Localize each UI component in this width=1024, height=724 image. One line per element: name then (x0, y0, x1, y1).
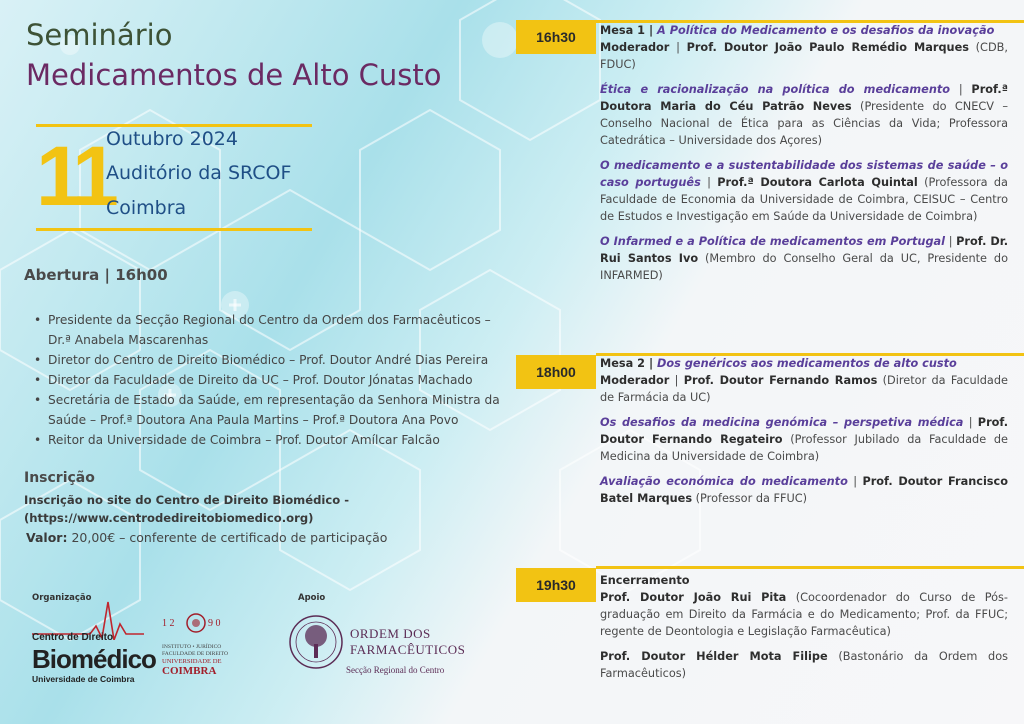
talk: Os desafios da medicina genómica – perspetiva médica | Prof. Doutor Fernando Regateiro (Professor Jubilado da Faculdade de Medicina da Universidade de Coimbra) (600, 416, 1008, 463)
tree-seal-icon (288, 614, 344, 670)
cdb-logo (32, 600, 156, 690)
moderador-label: Moderador (600, 41, 670, 54)
cdb-line2: Biomédico (32, 644, 156, 674)
inscricao-text: Inscrição no site do Centro de Direito Biomédico - (24, 493, 350, 507)
seminar-label: Seminário (26, 18, 173, 52)
talk: Ética e racionalização na política do medicamento | Prof.ª Doutora Maria do Céu Patrão Neves (Presidente do CNECV – Conselho Nacional de Ética para as Ciências da Vida; Professora Catedrática – Universidade dos Açores) (600, 83, 1009, 147)
list-item: • Presidente da Secção Regional do Centro da Ordem dos Farmacêuticos – Dr.ª Anabela Mascarenhas (34, 310, 514, 350)
session-rule (596, 566, 1024, 569)
mesa-heading (600, 355, 1008, 372)
talk-aff: (Cocoordenador do Curso de Pós-graduação em Direito da Farmácia e do Medicamento; Prof. da FFUC; regente de Deontologia e Legislação Farmacêutica) (600, 591, 1008, 638)
talk-title: Ética e racionalização na política do medicamento (600, 83, 951, 96)
of-line3: Secção Regional do Centro (346, 665, 445, 675)
date-day: 11 (36, 129, 113, 223)
uc-inst4: COIMBRA (162, 665, 217, 677)
talk-speaker: Prof. Doutor Fernando Regateiro (600, 416, 1008, 446)
uc-inst1: INSTITUTO • JURÍDICO (162, 644, 222, 650)
date-rule-bottom (36, 228, 312, 231)
session-body (600, 355, 1008, 515)
encerramento-heading (600, 572, 1008, 589)
session-time: 19h30 (516, 568, 596, 602)
talk (600, 589, 1008, 640)
of-line1: ORDEM DOS (350, 626, 431, 641)
moderador-aff: (CDB, FDUC) (600, 41, 1008, 71)
session-time: 18h00 (516, 355, 596, 389)
inscricao-valor (26, 530, 387, 545)
abertura-list (34, 310, 514, 450)
uc-logo (162, 612, 232, 682)
mesa-label: Mesa 1 | (600, 24, 654, 37)
date-month-year: Outubro 2024 (106, 128, 238, 150)
talk: O Infarmed e a Política de medicamentos em Portugal | Prof. Dr. Rui Santos Ivo (Membro do Conselho Geral da UC, Presidente do INFARMED) (600, 235, 1008, 282)
moderador-name: Prof. Doutor Fernando Ramos (683, 374, 878, 387)
talk: Avaliação económica do medicamento | Prof. Doutor Francisco Batel Marques (Professor da FFUC) (600, 475, 1008, 505)
talk-speaker: Prof. Doutor João Rui Pita (600, 591, 787, 604)
talk-aff: (Bastonário da Ordem dos Farmacêuticos) (600, 650, 1008, 680)
date-venue: Auditório da SRCOF (106, 162, 292, 184)
talk-title: Avaliação económica do medicamento (600, 475, 848, 488)
talk-aff: (Presidente do CNECV – Conselho Nacional de Ética para as Ciências da Vida; Professora Catedrática – Universidade dos Açores) (600, 100, 1009, 147)
session-time: 16h30 (516, 20, 596, 54)
talk-aff: (Professor da FFUC) (692, 492, 808, 505)
talk (600, 648, 1008, 682)
mesa-title: Dos genéricos aos medicamentos de alto custo (653, 357, 957, 370)
talk-aff: (Professora da Faculdade de Economia da Universidade de Coimbra, CEISUC – Centro de Estudos e Investigação em Saúde da Universidade de Coimbra) (600, 176, 1008, 223)
list-item: • Diretor do Centro de Direito Biomédico – Prof. Doutor André Dias Pereira (34, 350, 514, 370)
session-body (600, 572, 1008, 690)
seal-icon (186, 612, 206, 634)
ordem-farmaceuticos-logo (288, 598, 468, 688)
talk-speaker: Prof. Doutor Hélder Mota Filipe (600, 650, 828, 663)
mesa-label: Mesa 2 | (600, 357, 654, 370)
talk-title: Os desafios da medicina genómica – perspetiva médica (600, 416, 964, 429)
talk-aff: (Professor Jubilado da Faculdade de Medicina da Universidade de Coimbra) (600, 433, 1008, 463)
inscricao-heading: Inscrição (24, 470, 95, 486)
organizacao-label: Organização (32, 593, 92, 603)
list-item: • Secretária de Estado da Saúde, em representação da Senhora Ministra da Saúde – Prof.ª Doutora Ana Paula Martins – Prof.ª Doutora Ana Povo (34, 390, 514, 430)
talk-speaker: Prof. Doutor Francisco Batel Marques (600, 475, 1008, 505)
talk-speaker: Prof. Dr. Rui Santos Ivo (600, 235, 1008, 265)
list-item: • Reitor da Universidade de Coimbra – Prof. Doutor Amílcar Falcão (34, 430, 514, 450)
uc-inst3: UNIVERSIDADE DE (162, 658, 222, 665)
cdb-line3: Universidade de Coimbra (32, 674, 135, 684)
of-line2: FARMACÊUTICOS (350, 642, 466, 657)
session-3 (516, 566, 1024, 716)
talk: O medicamento e a sustentabilidade dos sistemas de saúde – o caso português | Prof.ª Doutora Carlota Quintal (Professora da Faculdade de Economia da Universidade de Coimbra, CEISUC – Centro de Estudos e Investigação em Saúde da Universidade de Coimbra) (600, 159, 1008, 223)
uc-year-right: 9 0 (208, 618, 221, 629)
abertura-heading: Abertura | 16h00 (24, 266, 168, 284)
uc-inst2: FACULDADE DE DIREITO (162, 651, 228, 657)
inscricao-url[interactable]: (https://www.centrodedireitobiomedico.org) (24, 511, 314, 525)
session-1 (516, 20, 1024, 340)
valor-text: 20,00€ – conferente de certificado de participação (67, 530, 388, 545)
talk-aff: (Membro do Conselho Geral da UC, Presidente do INFARMED) (600, 252, 1008, 282)
moderador-label: Moderador (600, 374, 670, 387)
valor-label: Valor: (26, 530, 68, 545)
moderador-aff: (Diretor da Faculdade de Farmácia da UC) (600, 374, 1008, 404)
talk-speaker: Prof.ª Doutora Maria do Céu Patrão Neves (600, 83, 1008, 113)
talk-speaker: Prof.ª Doutora Carlota Quintal (717, 176, 918, 189)
date-city: Coimbra (106, 197, 187, 219)
list-item: • Diretor da Faculdade de Direito da UC – Prof. Doutor Jónatas Machado (34, 370, 514, 390)
talk-title: O Infarmed e a Política de medicamentos em Portugal (600, 235, 946, 248)
uc-year-left: 1 2 (162, 618, 175, 629)
session-2 (516, 353, 1024, 553)
cdb-line1: Centro de Direito (32, 632, 114, 643)
moderador: Moderador | Prof. Doutor Fernando Ramos (Diretor da Faculdade de Farmácia da UC) (600, 374, 1008, 404)
moderador-name: Prof. Doutor João Paulo Remédio Marques (686, 41, 969, 54)
talk-title: O medicamento e a sustentabilidade dos sistemas de saúde – o caso português (600, 159, 1008, 189)
moderador: Moderador | Prof. Doutor João Paulo Remédio Marques (CDB, FDUC) (600, 41, 1008, 71)
seminar-title: Medicamentos de Alto Custo (26, 58, 442, 92)
mesa-title: A Política do Medicamento e os desafios da inovação (653, 24, 995, 37)
apoio-label: Apoio (298, 593, 326, 603)
date-block (36, 122, 312, 234)
mesa-heading (600, 22, 1008, 39)
encerramento-label: Encerramento (600, 574, 690, 587)
session-body (600, 22, 1008, 292)
